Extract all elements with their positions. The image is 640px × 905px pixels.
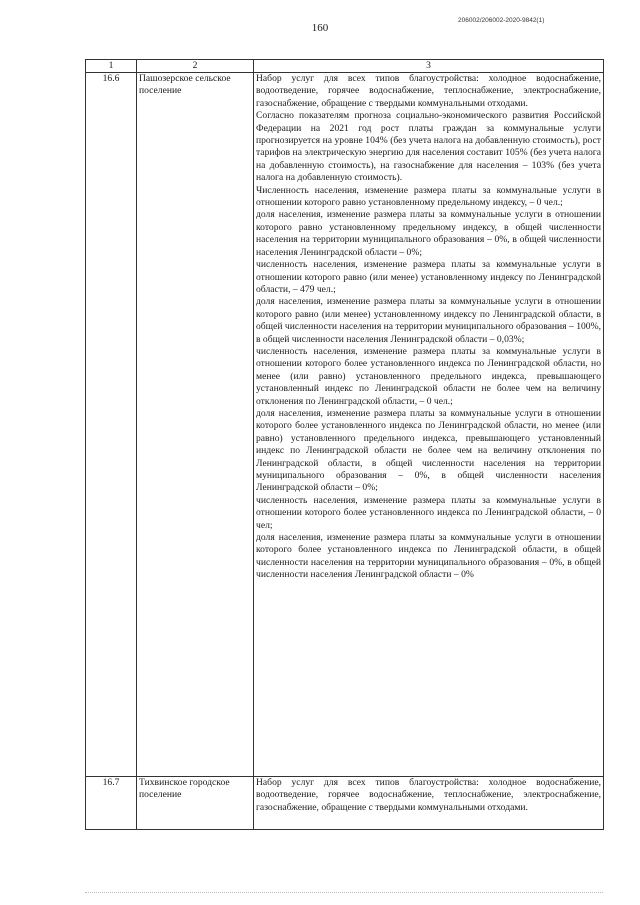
page-bottom-divider [85,892,603,893]
table-header-row [86,60,604,73]
table-row [86,777,604,830]
paragraph: доля населения, изменение размера платы за коммунальные услуги в отношении которого равно (или менее) установленному индексу по Ленинградской области, в общей численности населения на территории муниципального образования – 100%, в общей численности населения Ленинградской области – 0,03%; [256,296,601,345]
document-code: 206002/206002-2020-9842(1) [458,17,545,24]
settlement-name: Пашозерское сельское поселение [137,73,254,777]
column-header-3: 3 [254,60,604,73]
row-number: 16.6 [86,73,137,777]
paragraph: Численность населения, изменение размера платы за коммунальные услуги в отношении которого равно установленному предельному индексу, – 0 чел.; [256,184,601,209]
paragraph: доля населения, изменение размера платы за коммунальные услуги в отношении которого более установленного индекса по Ленинградской области, в общей численности населения на территории муниципального образования – 0%, в общей численности населения Ленинградской области – 0% [256,532,601,581]
paragraph: численность населения, изменение размера платы за коммунальные услуги в отношении которого более установленного индекса по Ленинградской области, – 0 чел; [256,494,601,531]
paragraph: Согласно показателям прогноза социально-экономического развития Российской Федерации на 2021 год рост платы граждан за коммунальные услуги прогнозируется на уровне 104% (без учета налога на добавленную стоимость), рост тарифов на электрическую энергию для населения составит 105% (без учета налога на добавленную стоимость), на газоснабжение для населения – 103% (без учета налога на добавленную стоимость). [256,110,601,184]
paragraph: доля населения, изменение размера платы за коммунальные услуги в отношении которого более установленного индекса по Ленинградской области, но менее (или равно) установленного предельного индекса, превышающего установленный индекс по Ленинградской области не более чем на величину отклонения по Ленинградской области, в общей численности населения на территории муниципального образования – 0%, в общей численности населения Ленинградской области – 0%; [256,407,601,494]
table-row [86,73,604,777]
row-description [254,73,604,777]
paragraph: численность населения, изменение размера платы за коммунальные услуги в отношении которого равно (или менее) установленному индексу по Ленинградской области, – 479 чел.; [256,259,601,295]
paragraph: доля населения, изменение размера платы за коммунальные услуги в отношении которого равно установленному предельному индексу, в общей численности населения на территории муниципального образования – 0%, в общей численности населения Ленинградской области – 0%; [256,209,601,258]
page-number: 160 [311,22,329,34]
data-table [85,59,604,830]
paragraph: Набор услуг для всех типов благоустройства: холодное водоснабжение, водоотведение, горячее водоснабжение, теплоснабжение, электроснабжение, газоснабжение, обращение с твердыми коммунальными отходами. [256,777,601,813]
settlement-name: Тихвинское городское поселение [137,777,254,830]
row-number: 16.7 [86,777,137,830]
row-description [254,777,604,830]
paragraph: Набор услуг для всех типов благоустройства: холодное водоснабжение, водоотведение, горячее водоснабжение, теплоснабжение, электроснабжение, газоснабжение, обращение с твердыми коммунальными отходами. [256,73,601,109]
column-header-2: 2 [137,60,254,73]
paragraph: численность населения, изменение размера платы за коммунальные услуги в отношении которого более установленного индекса по Ленинградской области, но менее (или равно) установленного предельного индекса, превышающего установленный индекс по Ленинградской области не более чем на величину отклонения по Ленинградской области, – 0 чел.; [256,345,601,407]
column-header-1: 1 [86,60,137,73]
